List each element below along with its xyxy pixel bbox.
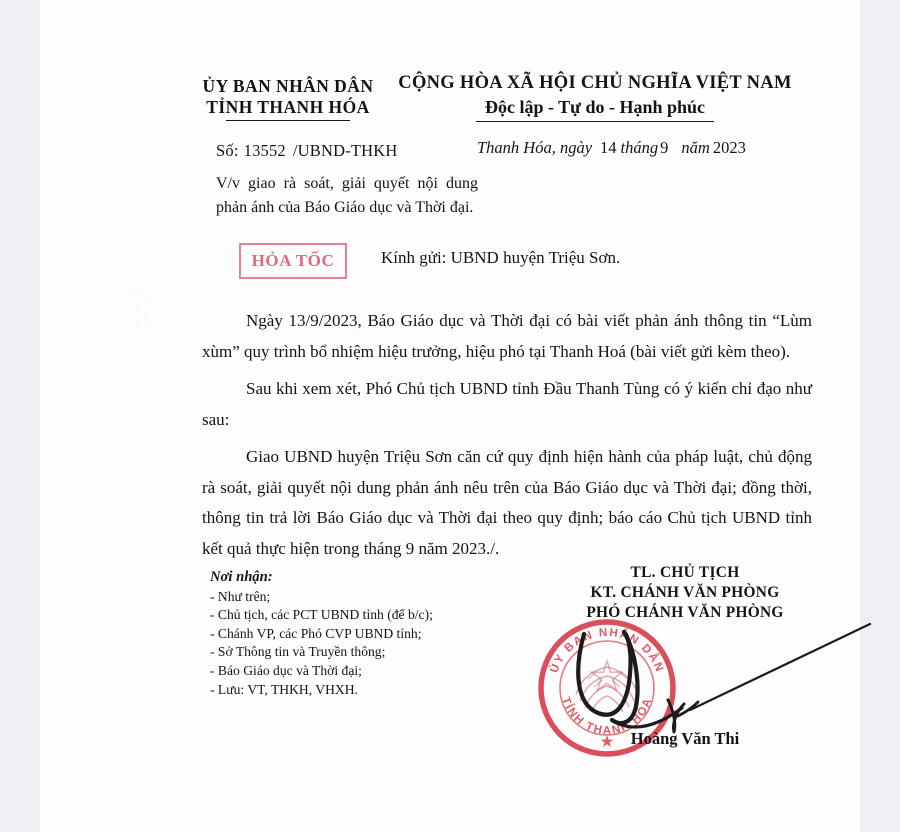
document-number-label: Số: [216, 141, 239, 160]
recipients-title: Nơi nhận: [210, 569, 273, 585]
urgent-stamp [239, 243, 347, 279]
recipients-list [210, 568, 433, 699]
authority-line-2: TỈNH THANH HÓA [206, 97, 370, 117]
document-subject: V/v giao rà soát, giải quyết nội dung phản ánh của Báo Giáo dục và Thời đại. [216, 175, 478, 216]
signature-title-line-3: PHÓ CHÁNH VĂN PHÒNG [586, 604, 784, 621]
month-label: tháng [620, 138, 659, 157]
date-day: 14 [600, 138, 617, 157]
national-heading [395, 72, 795, 119]
document-number-suffix: /UBND-THKH [292, 141, 398, 160]
place-label: Thanh Hóa, ngày [477, 138, 593, 157]
national-motto: Độc lập - Tự do - Hạnh phúc [484, 97, 706, 117]
document-number [216, 141, 398, 161]
document-page [40, 0, 860, 832]
recipient-item: - Sở Thông tin và Truyền thông; [210, 644, 386, 660]
recipient-item: - Lưu: VT, THKH, VHXH. [210, 681, 358, 697]
svg-text:TỈNH THANH HÓA: TỈNH THANH HÓA [559, 695, 655, 738]
signature-titles [535, 563, 835, 623]
recipient-item: - Báo Giáo dục và Thời đại; [210, 662, 362, 678]
date-month: 9 [660, 138, 669, 157]
place-and-date [477, 138, 746, 158]
signature-title-line-1: TL. CHỦ TỊCH [630, 564, 740, 581]
document-body [202, 306, 812, 571]
authority-line-1: ỦY BAN NHÂN DÂN [202, 76, 374, 96]
svg-text:ỦY BAN NHÂN DÂN: ỦY BAN NHÂN DÂN [548, 626, 666, 675]
urgent-stamp-label: HỎA TỐC [251, 251, 335, 270]
recipient-item: - Chủ tịch, các PCT UBND tỉnh (để b/c); [210, 607, 433, 623]
addressee-line: Kính gửi: UBND huyện Triệu Sơn. [381, 248, 621, 267]
signer-name: Hoàng Văn Thi [630, 729, 740, 748]
issuing-authority [162, 76, 414, 118]
signature-title-line-2: KT. CHÁNH VĂN PHÒNG [590, 584, 780, 601]
date-year: 2023 [712, 138, 746, 157]
recipient-item: - Chánh VP, các Phó CVP UBND tỉnh; [210, 625, 422, 641]
document-number-value: 13552 [243, 141, 286, 160]
body-paragraph: Giao UBND huyện Triệu Sơn căn cứ quy định hiện hành của pháp luật, chủ động rà soát, giải quyết nội dung phản ánh nêu trên của Báo Giáo dục và Thời đại; đồng thời, thông tin trả lời Báo Giáo dục và Thời đại theo quy định; báo cáo Chủ tịch UBND tỉnh kết quả thực hiện trong tháng 9 năm 2023./. [202, 447, 812, 558]
year-label: năm [681, 138, 710, 157]
recipient-item: - Như trên; [210, 588, 271, 604]
scan-artifact [132, 288, 158, 332]
national-title: CỘNG HÒA XÃ HỘI CHỦ NGHĨA VIỆT NAM [398, 73, 792, 93]
body-paragraph: Sau khi xem xét, Phó Chủ tịch UBND tỉnh Đầu Thanh Tùng có ý kiến chỉ đạo như sau: [202, 379, 812, 429]
body-paragraph: Ngày 13/9/2023, Báo Giáo dục và Thời đại có bài viết phản ánh thông tin “Lùm xùm” quy trình bổ nhiệm hiệu trưởng, hiệu phó tại Thanh Hoá (bài viết gửi kèm theo). [202, 311, 812, 361]
